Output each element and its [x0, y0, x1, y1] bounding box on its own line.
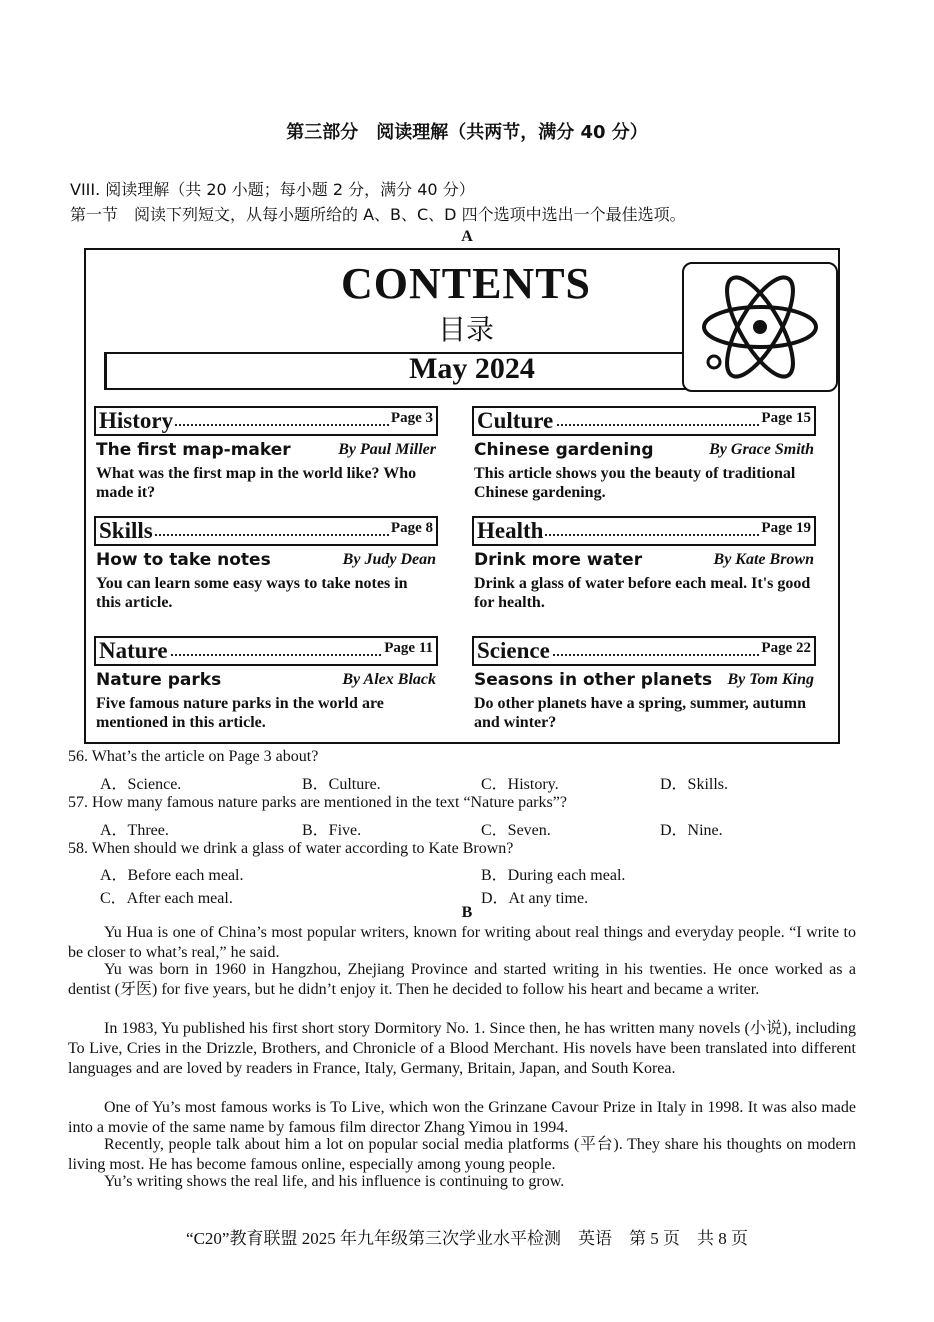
passage-b-paragraph-1: Yu Hua is one of China’s most popular writers, known for writing about real things and everyday people. “I write to be closer to what’s real,” he said. — [68, 924, 856, 961]
article-title: Seasons in other planets — [474, 670, 713, 690]
page-number: Page 15 — [761, 410, 811, 426]
atom-icon — [684, 264, 836, 390]
question-56 — [68, 748, 318, 766]
article-description: Drink a glass of water before each meal. It's good for health. — [474, 575, 811, 611]
article-title: The first map-maker — [96, 440, 291, 460]
article-author: By Kate Brown — [713, 551, 814, 568]
passage-a-label: A — [461, 228, 473, 245]
passage-b-paragraph-6: Yu’s writing shows the real life, and his influence is continuing to grow. — [104, 1173, 565, 1190]
contents-title-cn: 目录 — [437, 313, 494, 346]
option-57-c[interactable]: C．Seven. — [481, 822, 551, 839]
section-header — [472, 516, 816, 546]
category-label: Skills — [99, 518, 153, 543]
article-description: What was the first map in the world like? Who made it? — [96, 465, 417, 501]
option-56-a[interactable]: A．Science. — [100, 776, 182, 793]
page-footer: “C20”教育联盟 2025 年九年级第三次学业水平检测 英语 第 5 页 共 8 页 — [186, 1229, 748, 1248]
section-culture — [472, 406, 816, 502]
section-title: VIII. 阅读理解（共 20 小题；每小题 2 分，满分 40 分） — [70, 180, 475, 199]
contents-title: CONTENTS — [340, 259, 592, 308]
page-number: Page 8 — [390, 520, 433, 536]
option-57-d[interactable]: D．Nine. — [660, 822, 723, 839]
issue-date: May 2024 — [409, 352, 535, 385]
section-header — [472, 636, 816, 666]
option-56-c[interactable]: C．History. — [481, 776, 559, 793]
article-title: How to take notes — [96, 550, 271, 570]
section-nature — [94, 636, 438, 732]
article-title: Nature parks — [96, 670, 222, 690]
article-author: By Judy Dean — [342, 551, 436, 568]
question-58 — [68, 840, 513, 858]
option-56-d[interactable]: D．Skills. — [660, 776, 729, 793]
article-title: Chinese gardening — [474, 440, 654, 460]
article-author: By Tom King — [727, 671, 814, 688]
category-label: Science — [477, 638, 550, 663]
option-58-d[interactable]: D．At any time. — [481, 890, 589, 907]
section-health — [472, 516, 816, 612]
option-58-b[interactable]: B．During each meal. — [481, 867, 626, 884]
category-label: Culture — [477, 408, 554, 433]
section-header — [94, 516, 438, 546]
passage-b-paragraph-3: In 1983, Yu published his first short story Dormitory No. 1. Since then, he has written many novels (小说), including To Live, Cries in the Drizzle, Brothers, and Chronicle of a Blood Merchant. His novels have been translated into different languages and are loved by readers in France, Italy, Germany, Britain, Japan, and South Korea. — [68, 1020, 856, 1077]
section-science — [472, 636, 816, 732]
question-57 — [68, 794, 567, 812]
article-description: You can learn some easy ways to take notes in this article. — [96, 575, 408, 611]
option-57-b[interactable]: B．Five. — [302, 822, 362, 839]
category-label: History — [99, 408, 174, 433]
question-number: 57. — [68, 794, 88, 811]
page-number: Page 11 — [384, 640, 433, 656]
magazine-contents-box — [84, 248, 840, 744]
page-number: Page 22 — [761, 640, 811, 656]
section-skills — [94, 516, 438, 612]
section-header — [94, 636, 438, 666]
passage-b-label: B — [461, 904, 473, 921]
section-history — [94, 406, 438, 502]
page-number: Page 19 — [761, 520, 811, 536]
passage-b-paragraph-5: Recently, people talk about him a lot on popular social media platforms (平台). They share his thoughts on modern living most. He has become famous online, especially among young people. — [68, 1136, 856, 1173]
option-56-b[interactable]: B．Culture. — [302, 776, 381, 793]
category-label: Health — [477, 518, 544, 543]
option-58-a[interactable]: A．Before each meal. — [100, 867, 244, 884]
question-number: 56. — [68, 748, 88, 765]
option-57-a[interactable]: A．Three. — [100, 822, 169, 839]
atom-logo-box — [682, 262, 838, 392]
article-description: Five famous nature parks in the world are mentioned in this article. — [96, 695, 384, 731]
article-title: Drink more water — [474, 550, 643, 570]
question-stem: When should we drink a glass of water according to Kate Brown? — [91, 840, 514, 857]
page-number: Page 3 — [390, 410, 433, 426]
article-description: This article shows you the beauty of traditional Chinese gardening. — [474, 465, 796, 501]
article-description: Do other planets have a spring, summer, autumn and winter? — [474, 695, 807, 731]
category-label: Nature — [99, 638, 168, 663]
option-58-c[interactable]: C．After each meal. — [100, 890, 233, 907]
section-header — [94, 406, 438, 436]
section-instruction: 第一节 阅读下列短文，从每小题所给的 A、B、C、D 四个选项中选出一个最佳选项。 — [70, 205, 686, 224]
section-header — [472, 406, 816, 436]
passage-b-paragraph-4: One of Yu’s most famous works is To Live, which won the Grinzane Cavour Prize in Italy in 1998. It was also made into a movie of the same name by famous film director Zhang Yimou in 1994. — [68, 1099, 856, 1136]
part-title: 第三部分 阅读理解（共两节，满分 40 分） — [286, 122, 648, 143]
article-author: By Alex Black — [342, 671, 436, 688]
question-stem: How many famous nature parks are mentioned in the text “Nature parks”? — [92, 794, 567, 811]
article-author: By Grace Smith — [709, 441, 814, 458]
question-number: 58. — [68, 840, 88, 857]
question-stem: What’s the article on Page 3 about? — [91, 748, 319, 765]
passage-b-paragraph-2: Yu was born in 1960 in Hangzhou, Zhejiang Province and started writing in his twenties. He once worked as a dentist (牙医) for five years, but he didn’t enjoy it. Then he decided to follow his heart and became a writer. — [68, 961, 856, 998]
article-author: By Paul Miller — [338, 441, 436, 458]
